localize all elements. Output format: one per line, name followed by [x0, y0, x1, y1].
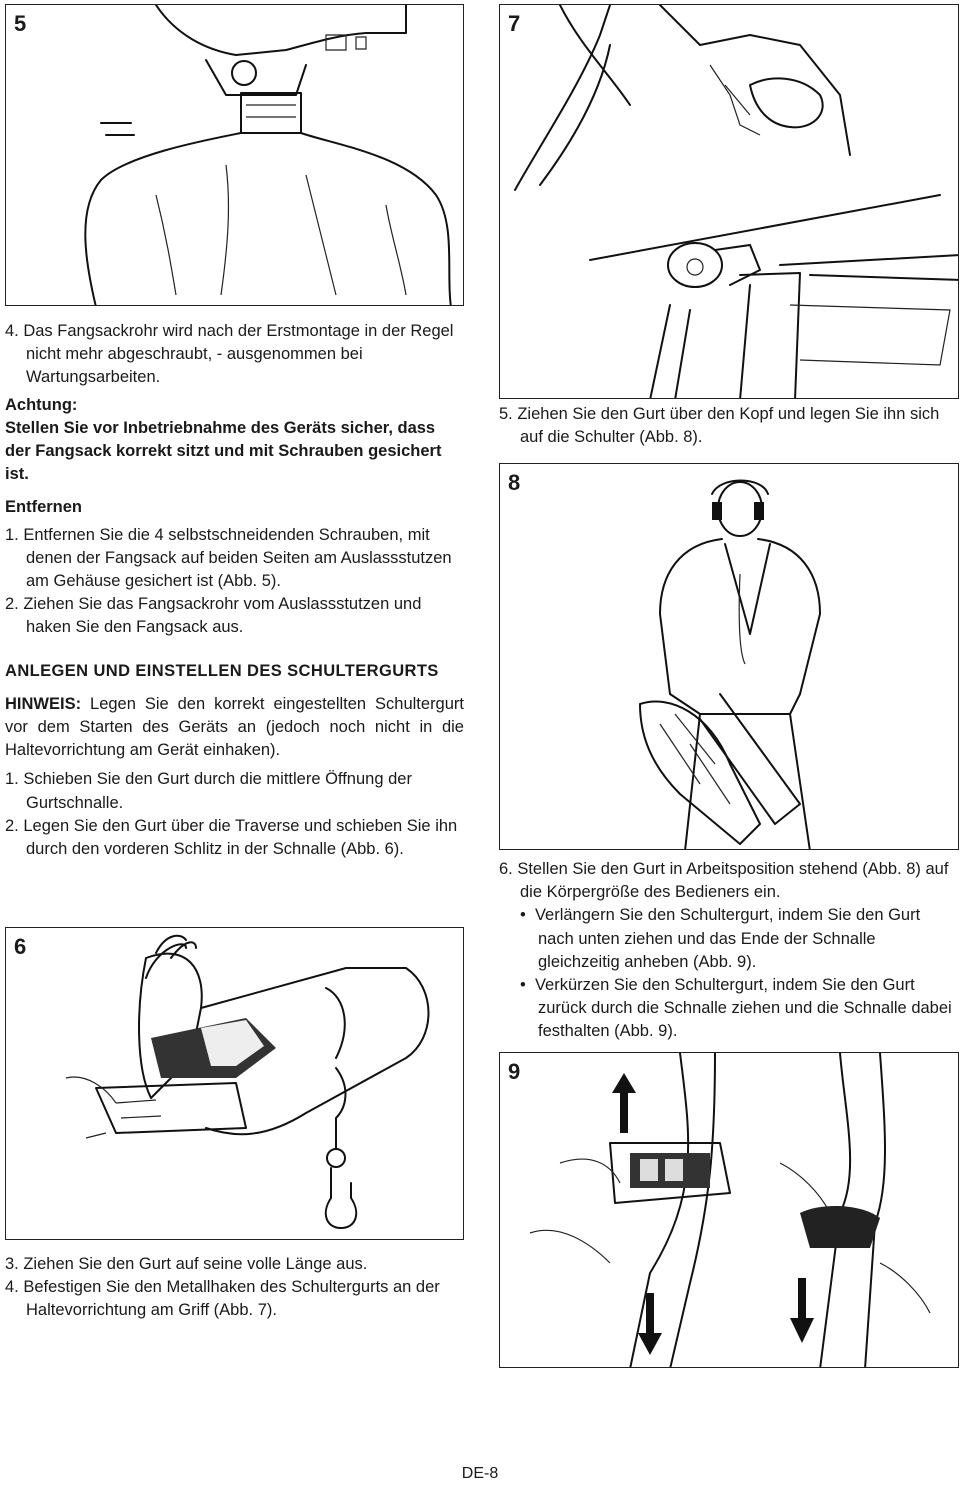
left-bottom-text [5, 1253, 464, 1323]
figure-6 [5, 927, 464, 1240]
bullet-shorten-text: Verkürzen Sie den Schultergurt, indem Sie den Gurt zurück durch die Schnalle ziehen und die Schnalle dabei festhalten (Abb. 9). [534, 976, 952, 1041]
hinweis [5, 693, 464, 763]
buckle-threading-illustration [6, 928, 464, 1240]
step-4-text: 4. Das Fangsackrohr wird nach der Erstmontage in der Regel nicht mehr abgeschraubt, - ausgenommen bei Wartungsarbeiten. [5, 322, 454, 387]
section-heading: ANLEGEN UND EINSTELLEN DES SCHULTERGURTS [5, 661, 439, 680]
step-6-text [499, 858, 959, 1044]
figure-5 [5, 4, 464, 306]
figure-number: 7 [508, 11, 521, 36]
figure-number: 8 [508, 470, 521, 495]
step-5-text [499, 403, 959, 449]
step-4b-text: 4. Befestigen Sie den Metallhaken des Schultergurts an der Haltevorrichtung am Griff (Abb. 7). [5, 1278, 440, 1320]
bullet-symbol: • [520, 906, 526, 925]
entfernen-step-2: 2. Ziehen Sie das Fangsackrohr vom Auslassstutzen und haken Sie den Fangsack aus. [5, 595, 422, 637]
harness-hook-illustration [500, 5, 959, 399]
figure-9 [499, 1052, 959, 1368]
achtung-text: Stellen Sie vor Inbetriebnahme des Geräts sicher, dass der Fangsack korrekt sitzt und mit Schrauben gesichert ist. [5, 418, 442, 484]
leaf-bag-illustration [6, 5, 464, 306]
figure-number: 6 [14, 934, 27, 959]
bullet-lengthen-text: Verlängern Sie den Schultergurt, indem Sie den Gurt nach unten ziehen und das Ende der Schnalle gleichzeitig anheben (Abb. 9). [534, 906, 921, 971]
step-1-text: 1. Schieben Sie den Gurt durch die mittlere Öffnung der Gurtschnalle. [5, 770, 412, 812]
figure-number: 9 [508, 1059, 521, 1084]
step-5: 5. Ziehen Sie den Gurt über den Kopf und legen Sie ihn sich auf die Schulter (Abb. 8). [499, 405, 940, 447]
hinweis-label: HINWEIS: [5, 694, 82, 713]
bullet-lengthen [499, 904, 959, 974]
figure-number: 5 [14, 11, 27, 36]
figure-8 [499, 463, 959, 850]
hinweis-text: Legen Sie den korrekt eingestellten Schultergurt vor dem Starten des Geräts an (jedoch noch nicht in die Haltevorrichtung am Gerät einhaken). [5, 694, 464, 760]
step-3-text: 3. Ziehen Sie den Gurt auf seine volle Länge aus. [5, 1255, 368, 1273]
bullet-shorten [499, 974, 959, 1044]
figure-7 [499, 4, 959, 399]
page-number: DE-8 [461, 1465, 499, 1482]
bullet-symbol: • [520, 976, 526, 995]
achtung-title: Achtung: [5, 395, 78, 414]
entfernen-step-1: 1. Entfernen Sie die 4 selbstschneidenden Schrauben, mit denen der Fangsack auf beiden Seiten am Auslassstutzen am Gehäuse gesichert ist (Abb. 5). [5, 525, 452, 591]
entfernen-title: Entfernen [5, 498, 83, 517]
step-6: 6. Stellen Sie den Gurt in Arbeitsposition stehend (Abb. 8) auf die Körpergröße des Bedieners ein. [499, 860, 949, 902]
left-text-block [5, 320, 464, 861]
buckle-adjustment-illustration [500, 1053, 959, 1368]
operator-with-harness-illustration [500, 464, 959, 850]
step-2-text: 2. Legen Sie den Gurt über die Traverse und schieben Sie ihn durch den vorderen Schlitz in der Schnalle (Abb. 6). [5, 816, 458, 859]
